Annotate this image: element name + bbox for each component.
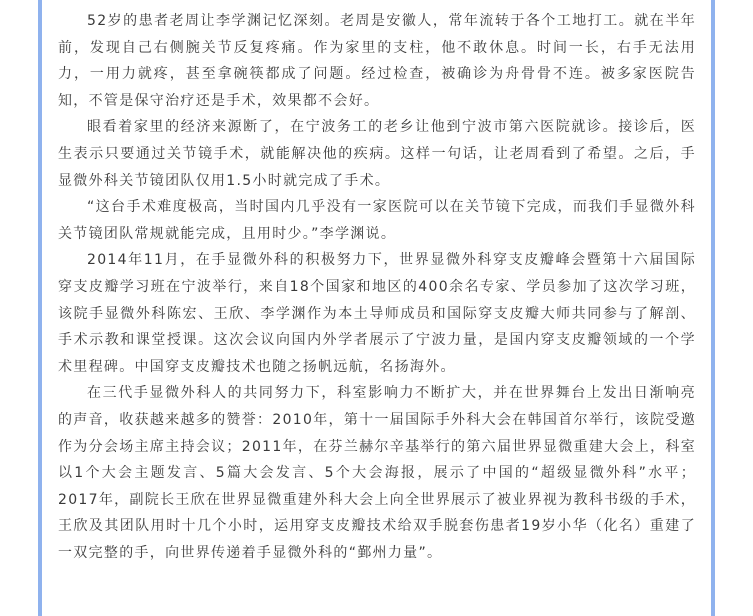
- left-border: [38, 0, 42, 616]
- right-border: [711, 0, 715, 616]
- paragraph: 眼看着家里的经济来源断了，在宁波务工的老乡让他到宁波市第六医院就诊。接诊后，医生表示只要通过关节镜手术，就能解决他的疾病。这样一句话，让老周看到了希望。之后，手显微外科关节镜团队仅用1.5小时就完成了手术。: [58, 119, 696, 189]
- article-body: [58, 8, 696, 566]
- paragraph: 52岁的患者老周让李学渊记忆深刻。老周是安徽人，常年流转于各个工地打工。就在半年前，发现自己右侧腕关节反复疼痛。作为家里的支柱，他不敢休息。时间一长，右手无法用力，一用力就疼，甚至拿碗筷都成了问题。经过检查，被确诊为舟骨骨不连。被多家医院告知，不管是保守治疗还是手术，效果都不会好。: [58, 13, 696, 109]
- paragraph: 2014年11月，在手显微外科的积极努力下，世界显微外科穿支皮瓣峰会暨第十六届国际穿支皮瓣学习班在宁波举行，来自18个国家和地区的400余名专家、学员参加了这次学习班，该院手显微外科陈宏、王欣、李学渊作为本土导师成员和国际穿支皮瓣大师共同参与了解剖、手术示教和课堂授课。这次会议向国内外学者展示了宁波力量，是国内穿支皮瓣领域的一个学术里程碑。中国穿支皮瓣技术也随之扬帆远航，名扬海外。: [58, 252, 696, 375]
- paragraph: “这台手术难度极高，当时国内几乎没有一家医院可以在关节镜下完成，而我们手显微外科关节镜团队常规就能完成，且用时少。”李学渊说。: [58, 199, 696, 242]
- paragraph: 在三代手显微外科人的共同努力下，科室影响力不断扩大，并在世界舞台上发出日渐响亮的声音，收获越来越多的赞誉：2010年，第十一届国际手外科大会在韩国首尔举行，该院受邀作为分会场主席主持会议；2011年，在芬兰赫尔辛基举行的第六届世界显微重建大会上，科室以1个大会主题发言、5篇大会发言、5个大会海报，展示了中国的“超级显微外科”水平；2017年，副院长王欣在世界显微重建外科大会上向全世界展示了被业界视为教科书级的手术，王欣及其团队用时十几个小时，运用穿支皮瓣技术给双手脱套伤患者19岁小华（化名）重建了一双完整的手，向世界传递着手显微外科的“鄞州力量”。: [58, 385, 696, 561]
